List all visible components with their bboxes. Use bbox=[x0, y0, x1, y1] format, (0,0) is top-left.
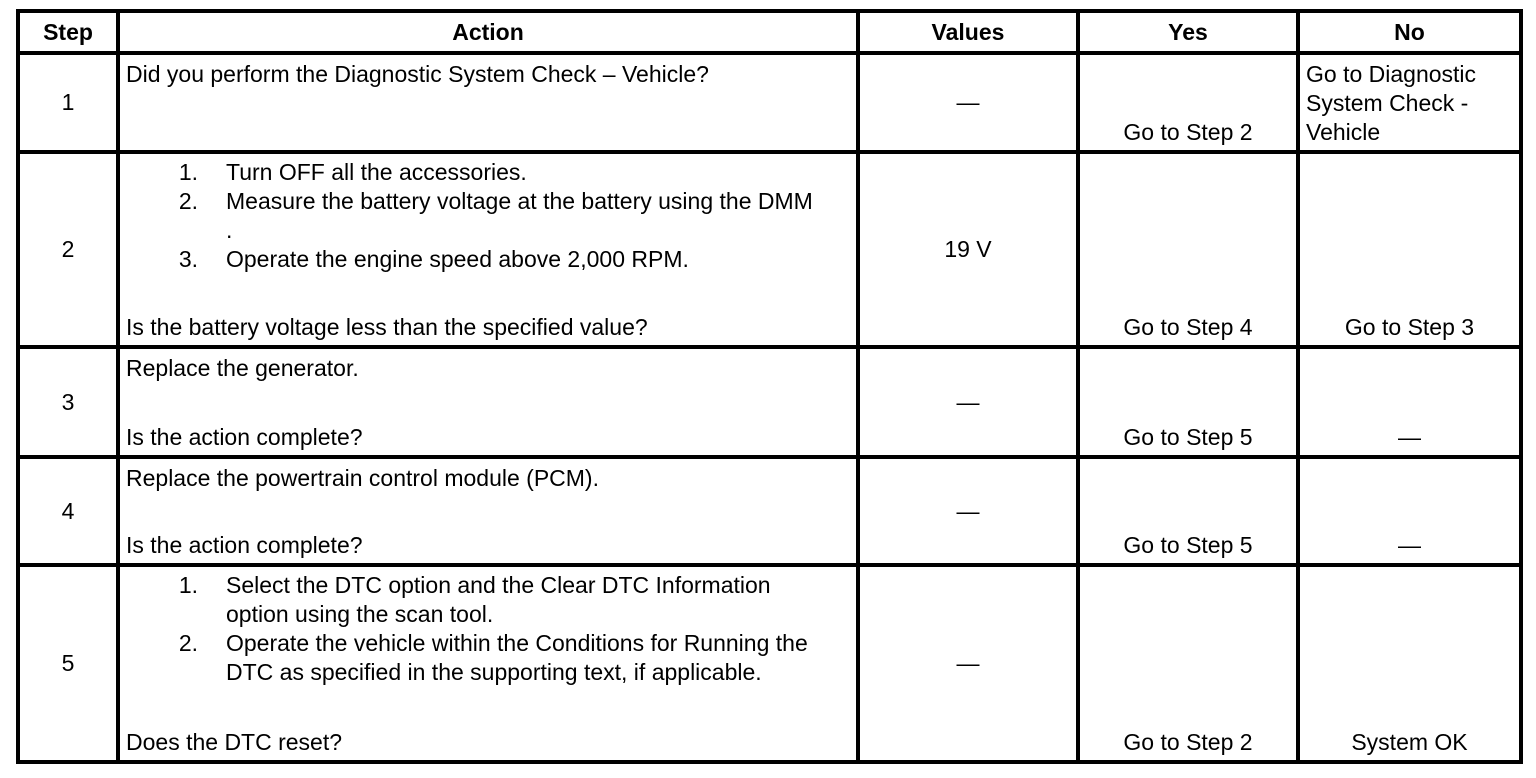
no-cell: — bbox=[1398, 424, 1421, 450]
action-list bbox=[120, 158, 856, 274]
action-question: Is the action complete? bbox=[126, 532, 363, 558]
action-cell bbox=[120, 459, 856, 563]
value-cell: — bbox=[956, 650, 980, 676]
action-question: Is the action complete? bbox=[126, 424, 363, 450]
step-number: 4 bbox=[61, 497, 75, 524]
value-cell: 19 V bbox=[944, 236, 992, 262]
list-item: 1. Select the DTC option and the Clear DTC Information option using the scan tool. bbox=[178, 572, 771, 627]
list-item: 2. Operate the vehicle within the Conditions for Running the DTC as specified in the supporting text, if applicable. bbox=[178, 630, 808, 685]
action-cell bbox=[120, 55, 856, 150]
step-number: 2 bbox=[61, 236, 75, 262]
no-cell: — bbox=[1398, 532, 1421, 558]
header-action: Action bbox=[452, 18, 524, 45]
action-question: Is the battery voltage less than the specified value? bbox=[126, 314, 648, 340]
yes-cell: Go to Step 2 bbox=[1123, 729, 1253, 755]
yes-cell: Go to Step 5 bbox=[1123, 532, 1253, 558]
action-text: Replace the powertrain control module (PCM). bbox=[126, 465, 599, 491]
yes-cell: Go to Step 5 bbox=[1123, 424, 1253, 450]
yes-cell: Go to Step 4 bbox=[1123, 314, 1253, 340]
header-step: Step bbox=[43, 18, 93, 45]
list-item: 1. Turn OFF all the accessories. bbox=[178, 159, 527, 185]
step-number: 1 bbox=[61, 89, 75, 115]
action-question: Does the DTC reset? bbox=[126, 729, 343, 755]
action-cell bbox=[120, 349, 856, 455]
no-cell: System OK bbox=[1351, 729, 1468, 755]
yes-cell: Go to Step 2 bbox=[1123, 119, 1253, 145]
list-item: 2. Measure the battery voltage at the battery using the DMM . bbox=[178, 188, 813, 243]
action-text: Replace the generator. bbox=[126, 355, 359, 381]
value-cell: — bbox=[956, 388, 980, 415]
step-number: 3 bbox=[61, 388, 75, 415]
value-cell: — bbox=[956, 497, 980, 524]
list-item: 3. Operate the engine speed above 2,000 RPM. bbox=[178, 246, 689, 272]
action-text: Did you perform the Diagnostic System Check – Vehicle? bbox=[126, 61, 709, 87]
header-no: No bbox=[1394, 18, 1425, 45]
no-cell: Go to Step 3 bbox=[1344, 314, 1475, 340]
value-cell: — bbox=[956, 89, 980, 115]
no-cell: Go to Diagnostic System Check - Vehicle bbox=[1306, 61, 1477, 145]
action-cell bbox=[120, 567, 856, 760]
header-yes: Yes bbox=[1168, 18, 1208, 45]
step-number: 5 bbox=[61, 650, 75, 676]
action-list bbox=[120, 571, 856, 687]
diagnostic-table bbox=[16, 9, 1523, 764]
action-cell bbox=[120, 154, 856, 345]
header-values: Values bbox=[931, 18, 1005, 45]
